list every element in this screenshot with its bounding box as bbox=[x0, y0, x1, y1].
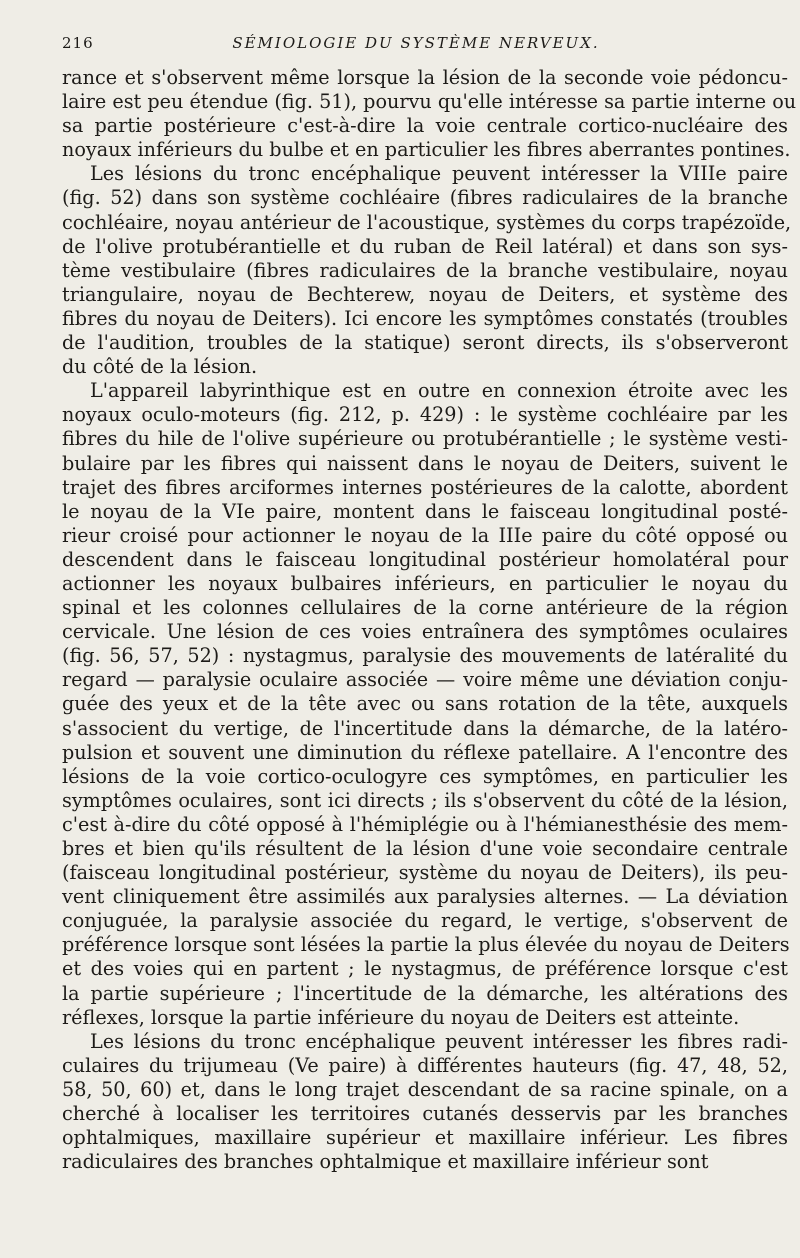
text-line: rieur croisé pour actionner le noyau de la IIIe paire du côté opposé ou bbox=[62, 523, 788, 547]
text-line: radiculaires des branches ophtalmique et maxillaire inférieur sont bbox=[62, 1150, 709, 1174]
text-line: vent cliniquement être assimilés aux paralysies alternes. — La déviation bbox=[62, 885, 788, 909]
text-line: la partie supérieure ; l'incertitude de la démarche, les altérations des bbox=[62, 981, 788, 1005]
text-line: culaires du trijumeau (Ve paire) à différentes hauteurs (fig. 47, 48, 52, bbox=[62, 1053, 788, 1077]
body-text bbox=[62, 66, 797, 1174]
text-line: de l'olive protubérantielle et du ruban de Reil latéral) et dans son sys- bbox=[62, 234, 788, 258]
paragraph bbox=[62, 66, 797, 162]
text-line: s'associent du vertige, de l'incertitude dans la démarche, de la latéro- bbox=[62, 716, 788, 740]
running-title: SÉMIOLOGIE DU SYSTÈME NERVEUX. bbox=[232, 34, 600, 52]
text-line: 58, 50, 60) et, dans le long trajet descendant de sa racine spinale, on a bbox=[62, 1077, 788, 1101]
text-line: spinal et les colonnes cellulaires de la corne antérieure de la région bbox=[62, 596, 788, 620]
text-line: trajet des fibres arciformes internes postérieures de la calotte, abordent bbox=[62, 475, 788, 499]
text-line: bres et bien qu'ils résultent de la lésion d'une voie secondaire centrale bbox=[62, 837, 788, 860]
text-line: cochléaire, noyau antérieur de l'acoustique, systèmes du corps trapézoïde, bbox=[62, 210, 792, 234]
text-line: pulsion et souvent une diminution du réflexe patellaire. A l'encontre des bbox=[62, 740, 788, 764]
text-line: L'appareil labyrinthique est en outre en connexion étroite avec les bbox=[90, 379, 788, 403]
text-line: noyaux inférieurs du bulbe et en particulier les fibres aberrantes pontines. bbox=[62, 138, 791, 162]
text-line: préférence lorsque sont lésées la partie la plus élevée du noyau de Deiters bbox=[62, 933, 790, 957]
text-line: (faisceau longitudinal postérieur, système du noyau de Deiters), ils peu- bbox=[62, 861, 788, 885]
text-line: actionner les noyaux bulbaires inférieurs, en particulier le noyau du bbox=[62, 571, 788, 595]
text-line: c'est à-dire du côté opposé à l'hémiplégie ou à l'hémianesthésie des mem- bbox=[62, 812, 788, 836]
text-line: Les lésions du tronc encéphalique peuvent intéresser les fibres radi- bbox=[90, 1029, 788, 1053]
paragraph bbox=[62, 1030, 788, 1175]
text-line: fibres du noyau de Deiters). Ici encore les symptômes constatés (troubles bbox=[62, 306, 788, 330]
text-line: symptômes oculaires, sont ici directs ; ils s'observent du côté de la lésion, bbox=[62, 788, 788, 812]
text-line: tème vestibulaire (fibres radiculaires de la branche vestibulaire, noyau bbox=[62, 258, 788, 282]
text-line: et des voies qui en partent ; le nystagmus, de préférence lorsque c'est bbox=[62, 957, 788, 981]
text-line: du côté de la lésion. bbox=[62, 355, 258, 379]
text-line: laire est peu étendue (fig. 51), pourvu qu'elle intéresse sa partie interne ou bbox=[62, 90, 797, 114]
text-line: réflexes, lorsque la partie inférieure du noyau de Deiters est atteinte. bbox=[62, 1005, 740, 1029]
text-line: Les lésions du tronc encéphalique peuvent intéresser la VIIIe paire bbox=[90, 162, 788, 186]
text-line: guée des yeux et de la tête avec ou sans rotation de la tête, auxquels bbox=[62, 692, 788, 716]
text-line: rance et s'observent même lorsque la lésion de la seconde voie pédoncu- bbox=[62, 66, 788, 89]
text-line: cervicale. Une lésion de ces voies entraînera des symptômes oculaires bbox=[62, 620, 788, 644]
text-line: descendent dans le faisceau longitudinal postérieur homolatéral pour bbox=[62, 547, 788, 571]
text-line: ophtalmiques, maxillaire supérieur et maxillaire inférieur. Les fibres bbox=[62, 1126, 788, 1150]
text-line: le noyau de la VIe paire, montent dans le faisceau longitudinal posté- bbox=[62, 499, 788, 523]
running-head bbox=[62, 34, 770, 56]
text-line: bulaire par les fibres qui naissent dans le noyau de Deiters, suivent le bbox=[62, 451, 788, 475]
paragraph bbox=[62, 162, 792, 379]
text-line: de l'audition, troubles de la statique) seront directs, ils s'observeront bbox=[62, 331, 788, 355]
text-line: sa partie postérieure c'est-à-dire la voie centrale cortico-nucléaire des bbox=[62, 114, 788, 138]
page-number: 216 bbox=[62, 34, 94, 52]
text-line: noyaux oculo-moteurs (fig. 212, p. 429) : le système cochléaire par les bbox=[62, 403, 788, 427]
paragraph bbox=[62, 379, 788, 1030]
text-line: cherché à localiser les territoires cutanés desservis par les branches bbox=[62, 1102, 788, 1126]
text-line: lésions de la voie cortico-oculogyre ces symptômes, en particulier les bbox=[62, 764, 788, 788]
text-line: fibres du hile de l'olive supérieure ou protubérantielle ; le système vesti- bbox=[62, 427, 788, 451]
text-line: (fig. 52) dans son système cochléaire (fibres radiculaires de la branche bbox=[62, 186, 788, 210]
text-line: (fig. 56, 57, 52) : nystagmus, paralysie des mouvements de latéralité du bbox=[62, 644, 788, 668]
text-line: triangulaire, noyau de Bechterew, noyau de Deiters, et système des bbox=[62, 282, 788, 306]
text-line: conjuguée, la paralysie associée du regard, le vertige, s'observent de bbox=[62, 909, 788, 933]
text-line: regard — paralysie oculaire associée — voire même une déviation conju- bbox=[62, 668, 788, 692]
